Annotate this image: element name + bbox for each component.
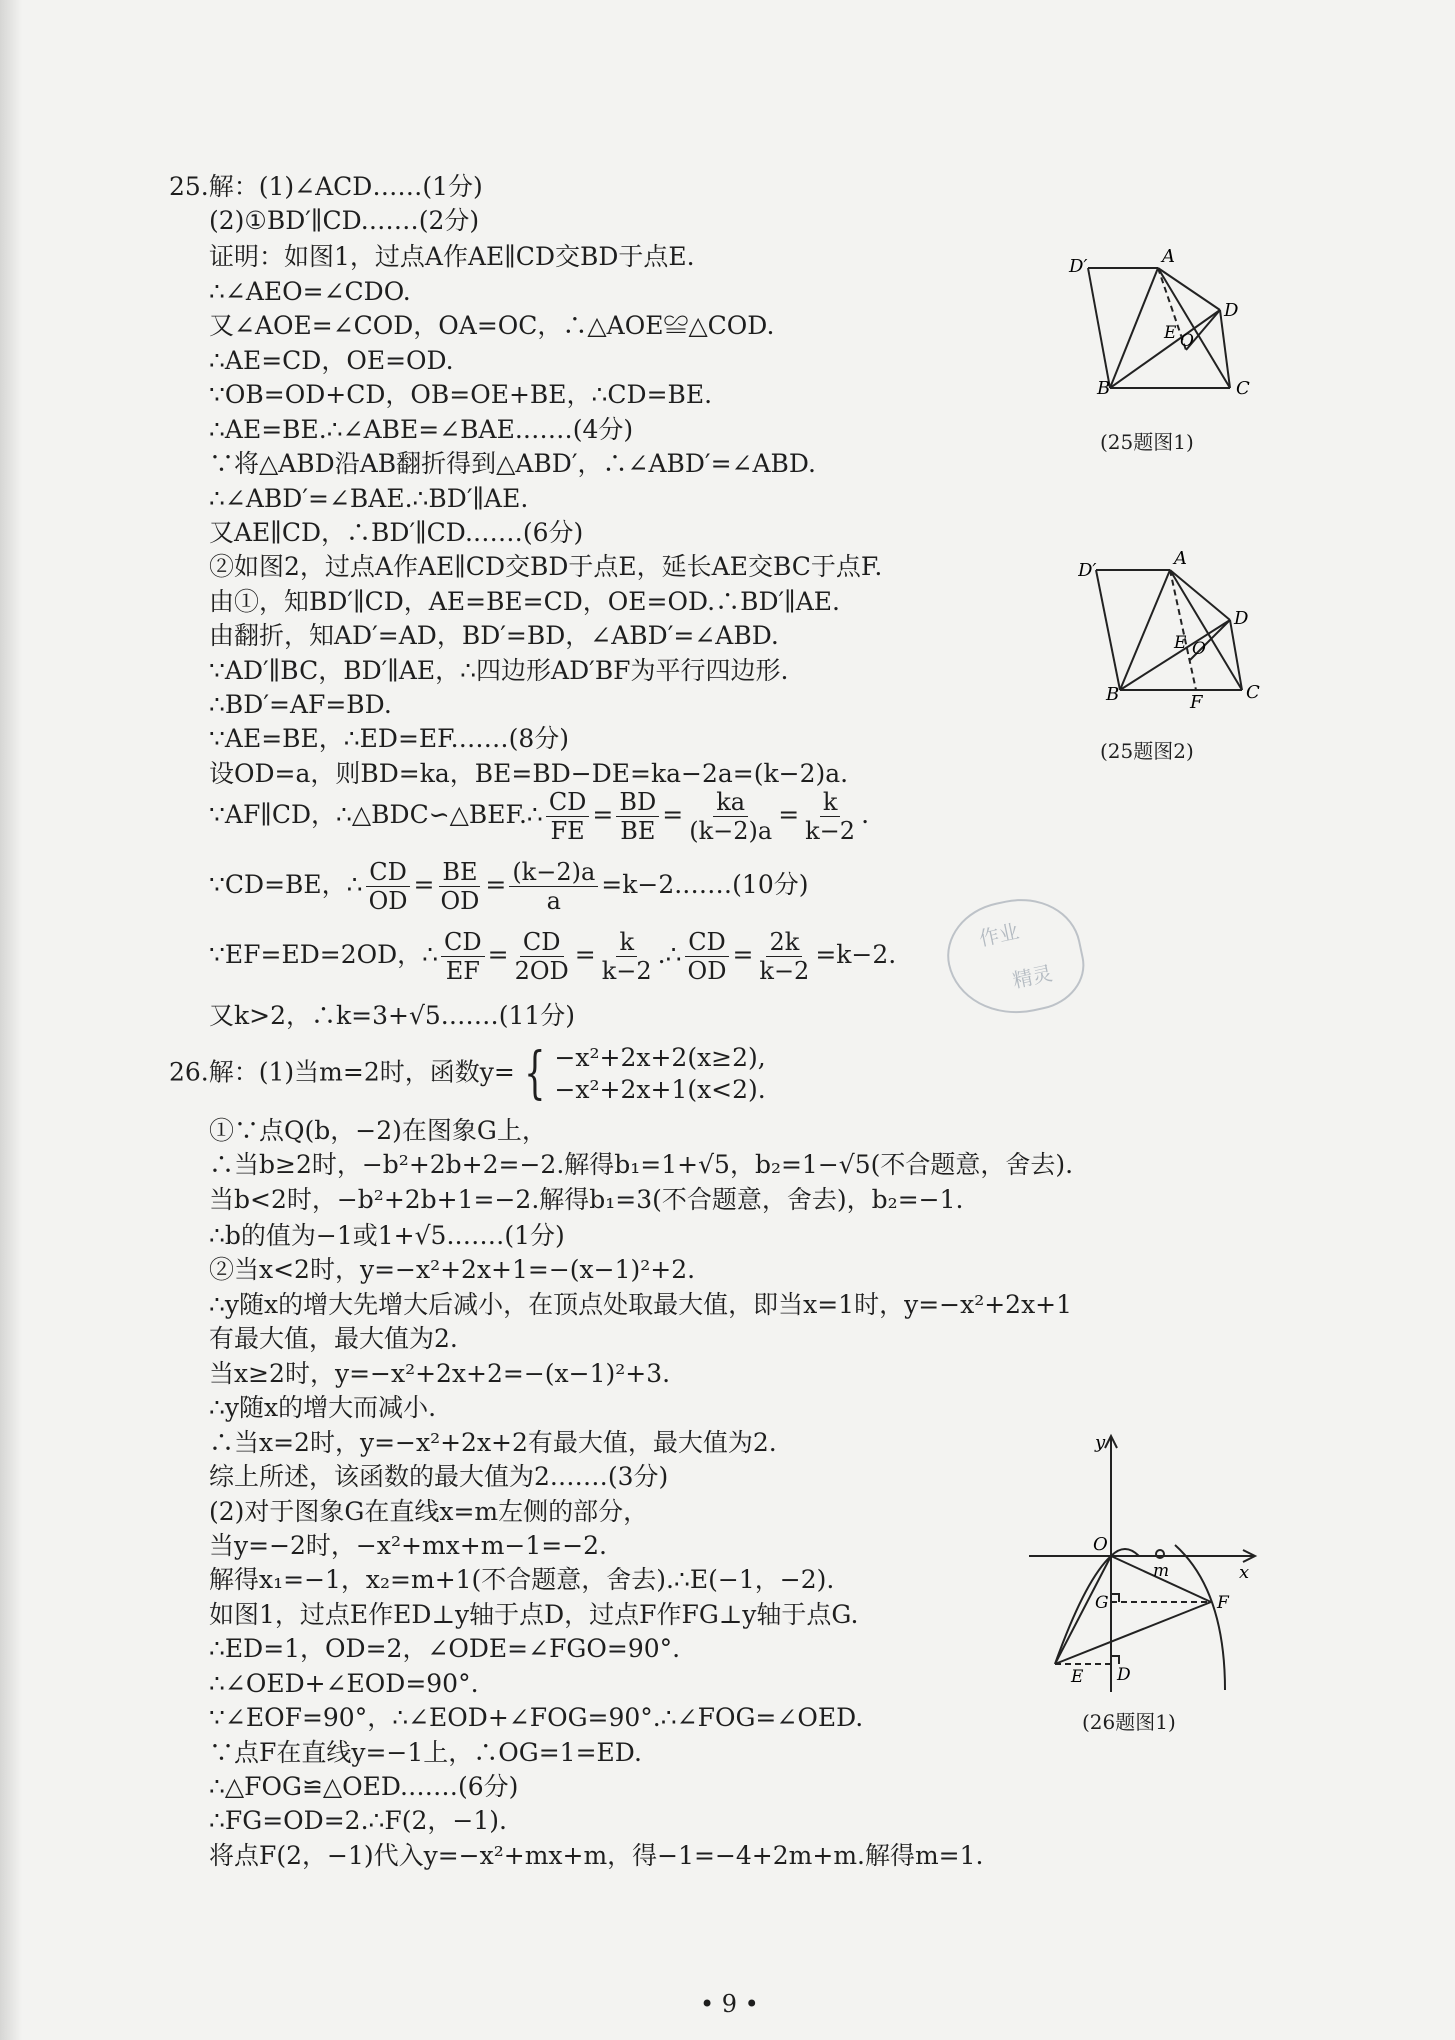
label-C: C — [1246, 682, 1260, 703]
label-E: E — [1164, 323, 1177, 343]
denominator: OD — [687, 957, 727, 985]
numerator: k — [820, 788, 841, 817]
case-2: −x²+2x+1(x<2). — [554, 1075, 766, 1104]
label-O: O — [1093, 1534, 1108, 1555]
q25-line-5: 又∠AOE=∠COD，OA=OC，∴△AOE≌△COD. — [209, 311, 775, 340]
eq1-end: . — [861, 800, 870, 829]
caption-25-1: (25题图1) — [1100, 430, 1194, 454]
q25-line-6: ∴AE=CD，OE=OD. — [209, 346, 454, 375]
q25-eq2: ∵CD=BE，∴ $\frac{CD}{OD}$ = $\frac{BE}{OD}$ = $\frac{(k-2)a}{a}$ =k−2.……(10分) — [209, 858, 809, 915]
label-D-prime: D′ — [1078, 560, 1097, 581]
label-D: D — [1234, 608, 1249, 629]
brace: { — [523, 1041, 546, 1106]
fraction — [509, 858, 598, 915]
q26-line-19: ∵点F在直线y=−1上，∴OG=1=ED. — [209, 1738, 642, 1767]
q26-line-1: ①∵点Q(b，−2)在图象G上， — [209, 1116, 547, 1145]
label-D: D — [1117, 1665, 1131, 1685]
label-O: O — [1192, 639, 1206, 659]
fraction — [685, 928, 730, 985]
q25-line-12: ②如图2，过点A作AE∥CD交BD于点E，延长AE交BC于点F. — [209, 552, 883, 581]
denominator: (k−2)a — [689, 817, 773, 845]
label-D: D — [1224, 300, 1239, 321]
denominator: OD — [440, 887, 480, 915]
eq2-pre: ∵CD=BE，∴ — [209, 870, 363, 899]
denominator: EF — [445, 957, 480, 985]
denominator: k−2 — [759, 957, 810, 985]
q26-head — [169, 1042, 766, 1106]
label-A: A — [1174, 548, 1187, 569]
label-G: G — [1095, 1593, 1109, 1613]
q26-line-7: 有最大值，最大值为2. — [209, 1324, 458, 1353]
piecewise-cases — [554, 1042, 765, 1106]
q25-line-10: ∴∠ABD′=∠BAE.∴BD′∥AE. — [209, 484, 529, 513]
q26-line-2: ∴当b≥2时，−b²+2b+2=−2.解得b₁=1+√5，b₂=1−√5(不合题意，舍去). — [209, 1150, 1074, 1179]
q25-line-17: ∵AE=BE，∴ED=EF.……(8分) — [209, 724, 569, 753]
denominator: OD — [368, 887, 408, 915]
q25-eq3: ∵EF=ED=2OD，∴ $\frac{CD}{EF}$ = $\frac{CD}{2OD}$ = $\frac{k}{k-2}$ .∴ $\frac{CD}{OD}$ = $\frac{2k}{k-2}$ =k−2. — [209, 928, 897, 985]
label-B: B — [1097, 378, 1111, 399]
q25-line-15: ∵AD′∥BC，BD′∥AE，∴四边形AD′BF为平行四边形. — [209, 656, 789, 685]
page-number: • 9 • — [700, 1990, 759, 2018]
q26-line-12: (2)对于图象G在直线x=m左侧的部分， — [209, 1497, 649, 1526]
label-y: y — [1095, 1432, 1106, 1453]
fraction — [616, 788, 659, 845]
numerator: CD — [685, 928, 729, 957]
fraction — [512, 928, 572, 985]
label-D-prime: D′ — [1069, 256, 1088, 277]
q25-line-13: 由①，知BD′∥CD，AE=BE=CD，OE=OD.∴BD′∥AE. — [209, 587, 840, 616]
numerator: (k−2)a — [509, 858, 598, 887]
label-F: F — [1190, 692, 1203, 713]
watermark-stamp — [938, 887, 1093, 1026]
figure-26-1 — [1025, 1430, 1265, 1700]
q25-line-4: ∴∠AEO=∠CDO. — [209, 277, 411, 306]
stamp-text-bottom: 精灵 — [1010, 960, 1055, 993]
numerator: CD — [441, 928, 485, 957]
q25-line-8: ∴AE=BE.∴∠ABE=∠BAE.……(4分) — [209, 415, 634, 444]
q25-line-1: 25.解：(1)∠ACD……(1分) — [169, 172, 483, 201]
q25-line-3: 证明：如图1，过点A作AE∥CD交BD于点E. — [209, 242, 695, 271]
q25-last: 又k>2，∴k=3+√5.……(11分) — [209, 1001, 576, 1030]
fraction — [441, 928, 485, 985]
q25-line-11: 又AE∥CD，∴BD′∥CD.……(6分) — [209, 518, 584, 547]
q26-line-15: 如图1，过点E作ED⊥y轴于点D，过点F作FG⊥y轴于点G. — [209, 1600, 859, 1629]
q25-line-9: ∵将△ABD沿AB翻折得到△ABD′，∴∠ABD′=∠ABD. — [209, 449, 817, 478]
numerator: BD — [616, 788, 659, 817]
q26-line-21: ∴FG=OD=2.∴F(2，−1). — [209, 1806, 507, 1835]
denominator: k−2 — [601, 957, 652, 985]
fraction — [756, 928, 812, 985]
q26-line-11: 综上所述，该函数的最大值为2.……(3分) — [209, 1462, 669, 1491]
q26-line-18: ∵∠EOF=90°，∴∠EOD+∠FOG=90°.∴∠FOG=∠OED. — [209, 1703, 864, 1732]
q26-line-5: ②当x<2时，y=−x²+2x+1=−(x−1)²+2. — [209, 1255, 696, 1284]
q26-line-3: 当b<2时，−b²+2b+1=−2.解得b₁=3(不合题意，舍去)，b₂=−1. — [209, 1185, 964, 1214]
q25-line-16: ∴BD′=AF=BD. — [209, 690, 392, 719]
eq3-mid: .∴ — [657, 940, 682, 969]
fraction — [366, 858, 411, 915]
fraction — [437, 858, 482, 915]
label-E: E — [1174, 633, 1187, 653]
denominator: FE — [550, 817, 585, 845]
label-O: O — [1180, 331, 1194, 351]
figure-25-1 — [1068, 248, 1268, 408]
numerator: 2k — [766, 928, 802, 957]
numerator: CD — [366, 858, 410, 887]
q26-head-text: 26.解：(1)当m=2时，函数y= — [169, 1057, 515, 1087]
figure-25-2 — [1078, 548, 1278, 718]
denominator: a — [546, 887, 561, 915]
q26-line-4: ∴b的值为−1或1+√5.……(1分) — [209, 1221, 565, 1250]
q26-line-9: ∴y随x的增大而减小. — [209, 1393, 437, 1422]
scan-edge — [0, 0, 22, 2040]
label-x: x — [1239, 1562, 1250, 1583]
label-A: A — [1162, 248, 1175, 267]
eq1-pre: ∵AF∥CD，∴△BDC∽△BEF.∴ — [209, 800, 543, 829]
q25-line-18: 设OD=a，则BD=ka，BE=BD−DE=ka−2a=(k−2)a. — [209, 759, 849, 788]
fraction — [686, 788, 775, 845]
stamp-text-top: 作业 — [976, 918, 1022, 951]
q26-line-8: 当x≥2时，y=−x²+2x+2=−(x−1)²+3. — [209, 1359, 671, 1388]
q26-line-16: ∴ED=1，OD=2，∠ODE=∠FGO=90°. — [209, 1634, 681, 1663]
numerator: ka — [713, 788, 748, 817]
q26-line-17: ∴∠OED+∠EOD=90°. — [209, 1669, 479, 1698]
q25-eq1: ∵AF∥CD，∴△BDC∽△BEF.∴ $\frac{CD}{FE}$ = $\frac{BD}{BE}$ = $\frac{ka}{(k-2)a}$ = $\frac{k}{k-2}$ . — [209, 788, 870, 845]
denominator: k−2 — [805, 817, 856, 845]
fraction — [546, 788, 590, 845]
denominator: 2OD — [514, 957, 569, 985]
numerator: k — [616, 928, 637, 957]
q26-line-22: 将点F(2，−1)代入y=−x²+mx+m，得−1=−4+2m+m.解得m=1. — [209, 1841, 984, 1870]
q25-line-2: (2)①BD′∥CD.……(2分) — [209, 206, 480, 235]
fraction — [599, 928, 655, 985]
eq3-pre: ∵EF=ED=2OD，∴ — [209, 940, 439, 969]
caption-26-1: (26题图1) — [1082, 1710, 1176, 1734]
numerator: BE — [439, 858, 480, 887]
q26-line-6: ∴y随x的增大先增大后减小，在顶点处取最大值，即当x=1时，y=−x²+2x+1 — [209, 1290, 1073, 1319]
q26-line-13: 当y=−2时，−x²+mx+m−1=−2. — [209, 1531, 607, 1560]
q26-line-14: 解得x₁=−1，x₂=m+1(不合题意，舍去).∴E(−1，−2). — [209, 1565, 835, 1594]
case-1: −x²+2x+2(x≥2), — [554, 1043, 766, 1072]
label-B: B — [1106, 684, 1120, 705]
numerator: CD — [546, 788, 590, 817]
label-m: m — [1153, 1561, 1170, 1581]
numerator: CD — [520, 928, 564, 957]
label-F: F — [1217, 1593, 1229, 1613]
label-E: E — [1071, 1667, 1084, 1687]
caption-25-2: (25题图2) — [1100, 739, 1194, 763]
eq2-end: =k−2.……(10分) — [601, 870, 809, 899]
q25-line-14: 由翻折，知AD′=AD，BD′=BD，∠ABD′=∠ABD. — [209, 621, 779, 650]
fraction — [802, 788, 858, 845]
denominator: BE — [620, 817, 656, 845]
label-C: C — [1236, 378, 1250, 399]
eq3-end: =k−2. — [815, 940, 897, 969]
q25-line-7: ∵OB=OD+CD，OB=OE+BE，∴CD=BE. — [209, 380, 713, 409]
q26-line-10: ∴当x=2时，y=−x²+2x+2有最大值，最大值为2. — [209, 1428, 777, 1457]
q26-line-20: ∴△FOG≌△OED.……(6分) — [209, 1772, 519, 1801]
